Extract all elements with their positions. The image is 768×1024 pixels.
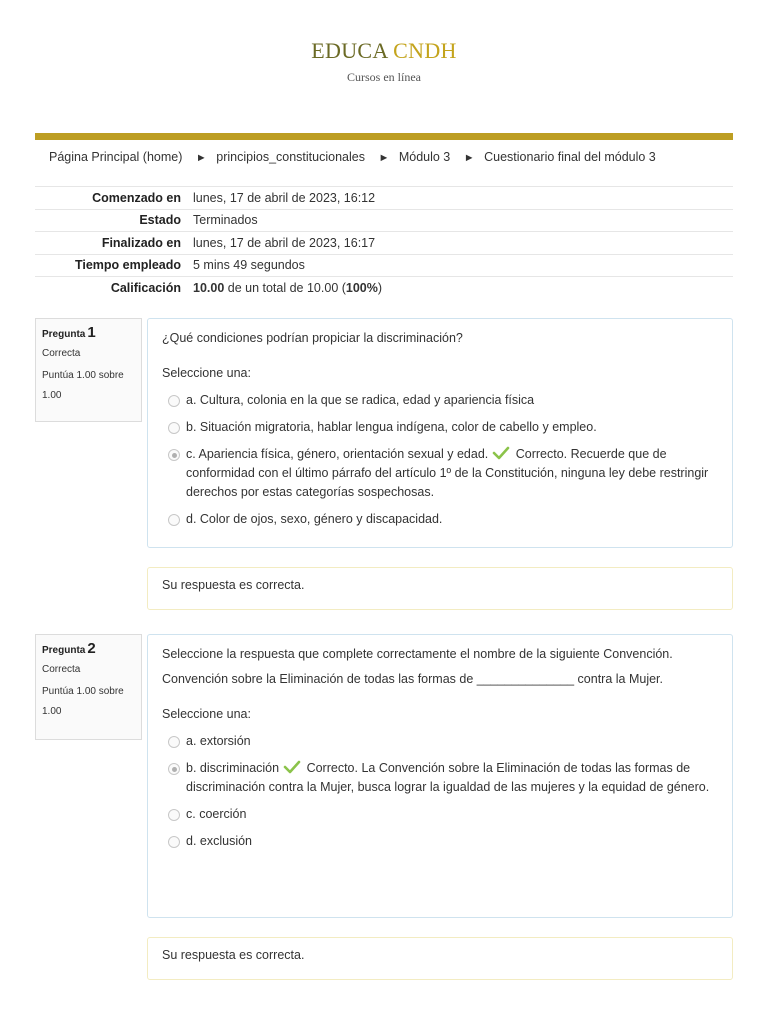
summary-label: Tiempo empleado [74, 258, 181, 273]
checkmark-icon [492, 446, 510, 460]
question-number: 2 [87, 640, 96, 657]
radio-button[interactable] [168, 422, 180, 434]
summary-label: Calificación [110, 280, 181, 295]
breadcrumb-separator-icon: ► [463, 152, 475, 164]
breadcrumb-separator-icon: ► [195, 152, 207, 164]
summary-label: Finalizado en [101, 235, 181, 250]
question-state: Correcta [42, 348, 81, 359]
answer-feedback: Correcto. Recuerde que de conformidad con el último párrafo del artículo 1º de la Constitución, ninguna ley debe restringir derechos por estas categorías sospechosas. [186, 447, 709, 499]
question-feedback-1: Su respuesta es correcta. [147, 567, 733, 610]
header-divider [35, 133, 733, 140]
radio-button[interactable] [168, 395, 180, 407]
summary-value [187, 277, 733, 300]
answer-option-a[interactable] [162, 732, 718, 751]
answer-text: b. Situación migratoria, hablar lengua indígena, color de cabello y empleo. [186, 420, 597, 434]
grade-percent: 100% [345, 280, 378, 295]
question-info-1 [35, 318, 142, 422]
question-label: Pregunta [42, 645, 86, 656]
breadcrumb [49, 150, 656, 164]
summary-value: Terminados [193, 213, 258, 228]
breadcrumb-separator-icon: ► [378, 152, 390, 164]
radio-button[interactable] [168, 736, 180, 748]
question-info-2 [35, 634, 142, 740]
answer-feedback: Correcto. La Convención sobre la Eliminación de todas las formas de discriminación contra la Mujer, busca lograr la igualdad de las mujeres y la equidad de género. [186, 761, 710, 794]
answer-text: c. coerción [186, 807, 247, 821]
site-logo[interactable] [0, 38, 768, 64]
answer-text: d. exclusión [186, 834, 253, 848]
summary-value: lunes, 17 de abril de 2023, 16:12 [193, 190, 376, 205]
breadcrumb-item-course[interactable]: principios_constitucionales [216, 150, 365, 164]
question-content-2 [147, 634, 733, 918]
question-grade: Puntúa 1.00 sobre 1.00 [42, 686, 124, 717]
question-prompt: ¿Qué condiciones podrían propiciar la discriminación? [162, 331, 463, 345]
question-content-1 [147, 318, 733, 548]
grade-score: 10.00 [193, 280, 225, 295]
checkmark-icon [283, 760, 301, 774]
answer-option-c[interactable] [162, 445, 718, 502]
answer-text: a. Cultura, colonia en la que se radica, edad y apariencia física [186, 393, 535, 407]
select-one-label: Seleccione una: [162, 707, 251, 721]
grade-text-end: ) [377, 280, 383, 295]
breadcrumb-item-home[interactable]: Página Principal (home) [49, 150, 183, 164]
answer-text: a. extorsión [186, 734, 251, 748]
summary-row-finished [35, 232, 733, 255]
radio-button[interactable] [168, 836, 180, 848]
question-state: Correcta [42, 664, 81, 675]
question-label: Pregunta [42, 329, 86, 340]
question-feedback-2: Su respuesta es correcta. [147, 937, 733, 980]
radio-button-selected[interactable] [168, 449, 180, 461]
radio-button[interactable] [168, 809, 180, 821]
summary-row-state [35, 209, 733, 232]
answer-option-b[interactable] [162, 759, 718, 797]
question-prompt-blank: Convención sobre la Eliminación de todas las formas de ______________ contra la Mujer. [162, 672, 664, 686]
summary-row-started [35, 187, 733, 210]
breadcrumb-item-module[interactable]: Módulo 3 [398, 150, 451, 164]
summary-label: Comenzado en [92, 190, 181, 205]
summary-row-time [35, 254, 733, 277]
logo-part-2: CNDH [393, 38, 457, 63]
question-grade: Puntúa 1.00 sobre 1.00 [42, 370, 124, 401]
summary-label: Estado [139, 213, 181, 228]
site-header [0, 0, 768, 134]
answer-text: d. Color de ojos, sexo, género y discapacidad. [186, 512, 443, 526]
radio-button[interactable] [168, 514, 180, 526]
answer-option-b[interactable] [162, 418, 718, 437]
breadcrumb-item-quiz[interactable]: Cuestionario final del módulo 3 [484, 150, 656, 164]
answer-option-c[interactable] [162, 805, 718, 824]
question-prompt: Seleccione la respuesta que complete correctamente el nombre de la siguiente Convención. [162, 647, 673, 661]
question-number: 1 [87, 324, 96, 341]
attempt-summary-table [35, 186, 733, 300]
summary-value: 5 mins 49 segundos [193, 258, 305, 273]
radio-button-selected[interactable] [168, 763, 180, 775]
grade-text: de un total de 10.00 ( [224, 280, 346, 295]
summary-row-grade [35, 277, 733, 300]
answer-option-a[interactable] [162, 391, 718, 410]
logo-part-1: EDUCA [311, 38, 388, 63]
answer-text: c. Apariencia física, género, orientación sexual y edad. [186, 447, 489, 461]
site-subtitle: Cursos en línea [347, 70, 421, 84]
answer-option-d[interactable] [162, 510, 718, 529]
summary-value: lunes, 17 de abril de 2023, 16:17 [193, 235, 376, 250]
answer-text: b. discriminación [186, 761, 280, 775]
select-one-label: Seleccione una: [162, 366, 251, 380]
answer-option-d[interactable] [162, 832, 718, 851]
